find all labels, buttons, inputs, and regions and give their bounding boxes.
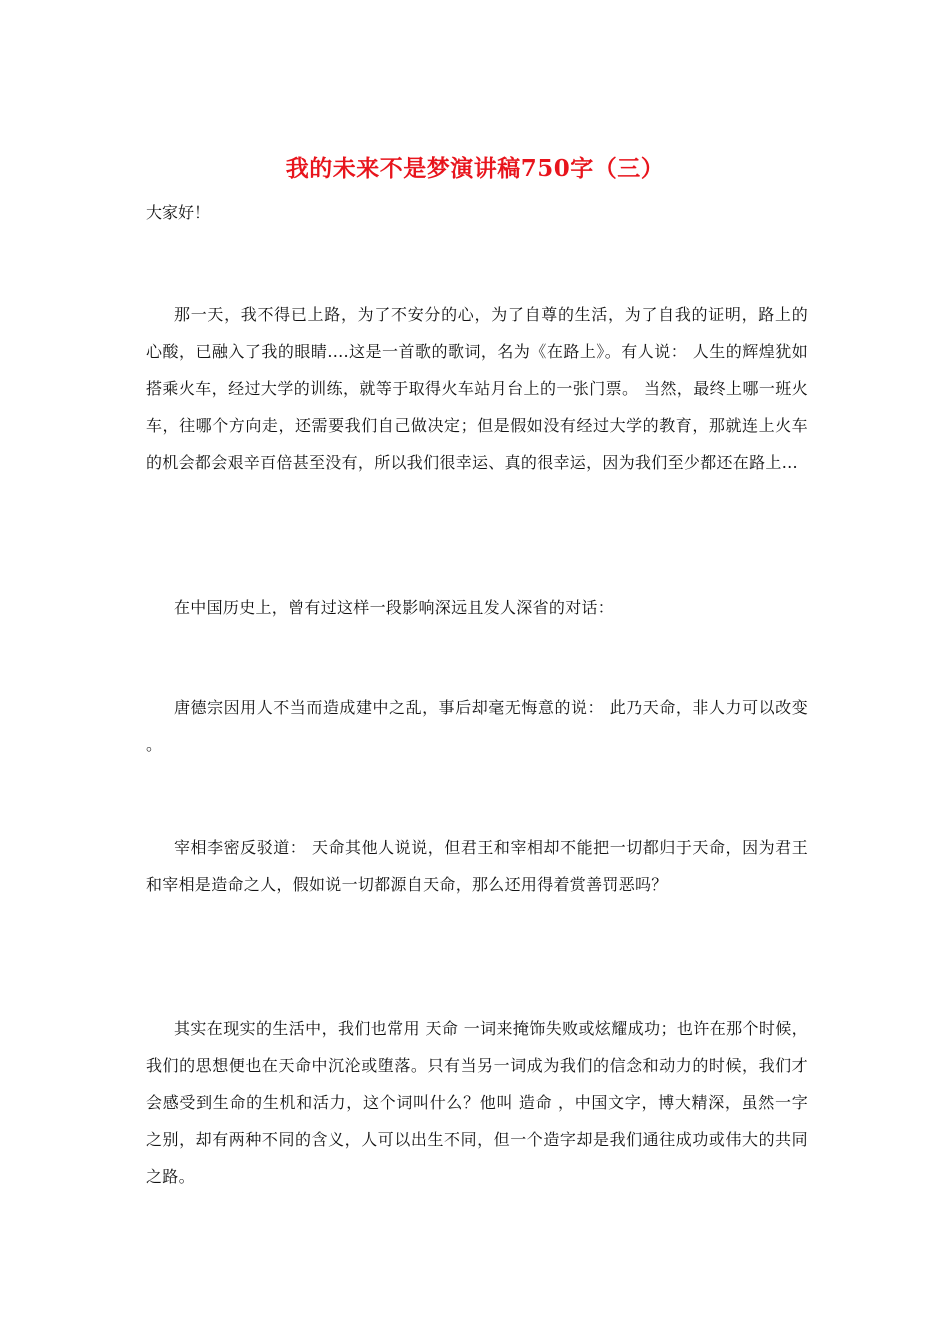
- paragraph-3: 唐德宗因用人不当而造成建中之乱，事后却毫无悔意的说： 此乃天命，非人力可以改变 。: [146, 698, 808, 754]
- document-title: 我的未来不是梦演讲稿750字（三）: [285, 155, 665, 182]
- paragraph-2: 在中国历史上，曾有过这样一段影响深远且发人深省的对话：: [174, 598, 615, 617]
- paragraph-1: 那一天，我不得已上路，为了不安分的心，为了自尊的生活，为了自我的证明，路上的心酸，已融入了我的眼睛....这是一首歌的歌词，名为《在路上》。有人说： 人生的辉煌犹如搭乘火车，经过大学的训练，就等于取得火车站月台上的一张门票。 当然，最终上哪一班火车，往哪个方向走，还需要我们自己做决定；但是假如没有经过大学的教育，那就连上火车的机会都会艰辛百倍甚至没有，所以我们很幸运、真的很幸运，因为我们至少都还在路上...: [146, 305, 808, 472]
- paragraph-5: 其实在现实的生活中，我们也常用 天命 一词来掩饰失败或炫耀成功；也许在那个时候，我们的思想便也在天命中沉沦或堕落。只有当另一词成为我们的信念和动力的时候，我们才会感受到生命的生机和活力，这个词叫什么？他叫 造命 ，中国文字，博大精深，虽然一字之别，却有两种不同的含义，人可以出生不同，但一个造字却是我们通往成功或伟大的共同之路。: [146, 1019, 808, 1186]
- greeting: 大家好！: [146, 203, 211, 222]
- paragraph-4: 宰相李密反驳道： 天命其他人说说，但君王和宰相却不能把一切都归于天命，因为君王和宰相是造命之人，假如说一切都源自天命，那么还用得着赏善罚恶吗？: [146, 838, 808, 894]
